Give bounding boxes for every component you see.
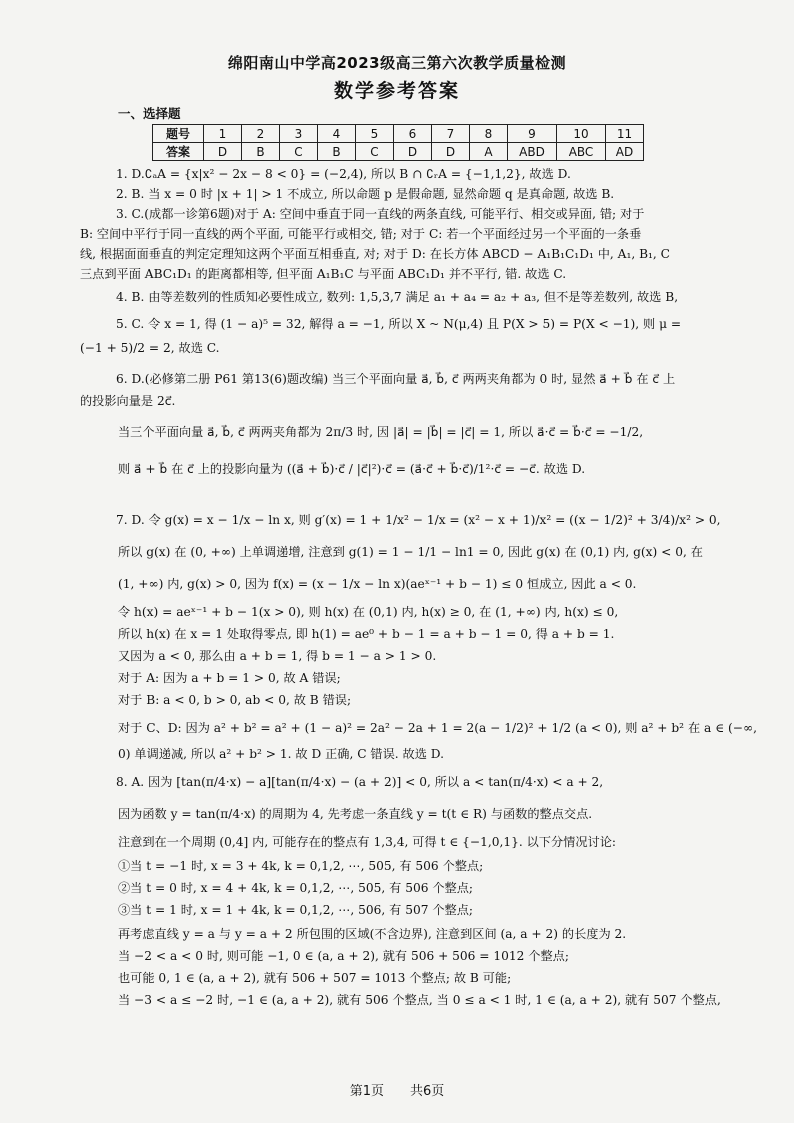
answer-line: 对于 C、D: 因为 a² + b² = a² + (1 − a)² = 2a² − 2a + 1 = 2(a − 1/2)² + 1/2 (a < 0), 则 a² + b² 在 a ∈ (−∞, [118,721,758,735]
exam-title: 绵阳南山中学高2023级高三第六次教学质量检测 [227,54,567,72]
answer-line: 线, 根据面面垂直的判定定理知这两个平面互相垂直, 对; 对于 D: 在长方体 ABCD − A₁B₁C₁D₁ 中, A₁, B₁, C [80,247,671,261]
answer-line: 0) 单调递减, 所以 a² + b² > 1. 故 D 正确, C 错误. 故选 D. [118,747,445,761]
answer-line: 6. D.(必修第二册 P61 第13(6)题改编) 当三个平面向量 a⃗, b⃗, c⃗ 两两夹角都为 0 时, 显然 a⃗ + b⃗ 在 c⃗ 上 [116,372,676,386]
table-cell: B [318,143,356,161]
answer-line: 因为函数 y = tan(π/4·x) 的周期为 4, 先考虑一条直线 y = t(t ∈ R) 与函数的整点交点. [118,807,593,821]
table-cell: 11 [606,125,644,143]
answer-line: B: 空间中平行于同一直线的两个平面, 可能平行或相交, 错; 对于 C: 若一个平面经过另一个平面的一条垂 [80,227,642,241]
table-cell: ABD [508,143,557,161]
table-cell: A [470,143,508,161]
table-cell: 题号 [153,125,204,143]
answer-line: 的投影向量是 2c⃗. [80,394,176,408]
table-cell: 3 [280,125,318,143]
table-cell: D [432,143,470,161]
answer-line: 三点到平面 ABC₁D₁ 的距离都相等, 但平面 A₁B₁C 与平面 ABC₁D₁ 并不平行, 错. 故选 C. [80,267,567,281]
answer-line: ③当 t = 1 时, x = 1 + 4k, k = 0,1,2, ⋯, 506, 有 507 个整点; [118,903,474,917]
table-row [153,143,644,161]
answer-line: 则 a⃗ + b⃗ 在 c⃗ 上的投影向量为 ((a⃗ + b⃗)·c⃗ / |c⃗|²)·c⃗ = (a⃗·c⃗ + b⃗·c⃗)/1²·c⃗ = −c⃗. 故选 D. [118,462,586,476]
answer-key-title: 数学参考答案 [333,80,460,102]
table-cell: 2 [242,125,280,143]
answer-line: 对于 B: a < 0, b > 0, ab < 0, 故 B 错误; [118,693,352,707]
answer-line: 5. C. 令 x = 1, 得 (1 − a)⁵ = 32, 解得 a = −1, 所以 X ~ N(μ,4) 且 P(X > 5) = P(X < −1), 则 μ = [116,317,682,331]
answer-line: ②当 t = 0 时, x = 4 + 4k, k = 0,1,2, ⋯, 505, 有 506 个整点; [118,881,474,895]
answer-line: 又因为 a < 0, 那么由 a + b = 1, 得 b = 1 − a > 1 > 0. [118,649,437,663]
table-cell: D [204,143,242,161]
table-cell: AD [606,143,644,161]
table-cell: 5 [356,125,394,143]
table-cell: 答案 [153,143,204,161]
answer-line: 注意到在一个周期 (0,4] 内, 可能存在的整点有 1,3,4, 可得 t ∈ {−1,0,1}. 以下分情况讨论: [118,835,617,849]
answer-line: 1. D.∁ₐA = {x|x² − 2x − 8 < 0} = (−2,4), 所以 B ∩ ∁ᵣA = {−1,1,2}, 故选 D. [116,167,571,181]
page-footer: 第1页 共6页 [349,1084,445,1099]
answer-line: 当 −3 < a ≤ −2 时, −1 ∈ (a, a + 2), 就有 506 个整点, 当 0 ≤ a < 1 时, 1 ∈ (a, a + 2), 就有 507 个整点, [118,993,721,1007]
answer-line: 所以 g(x) 在 (0, +∞) 上单调递增, 注意到 g(1) = 1 − 1/1 − ln1 = 0, 因此 g(x) 在 (0,1) 内, g(x) < 0, 在 [118,545,703,559]
answer-line: 令 h(x) = aeˣ⁻¹ + b − 1(x > 0), 则 h(x) 在 (0,1) 内, h(x) ≥ 0, 在 (1, +∞) 内, h(x) ≤ 0, [118,605,619,619]
table-cell: 7 [432,125,470,143]
table-cell: 8 [470,125,508,143]
answer-line: 当 −2 < a < 0 时, 则可能 −1, 0 ∈ (a, a + 2), 就有 506 + 506 = 1012 个整点; [118,949,569,963]
answer-line: (1, +∞) 内, g(x) > 0, 因为 f(x) = (x − 1/x − ln x)(aeˣ⁻¹ + b − 1) ≤ 0 恒成立, 因此 a < 0. [118,577,637,591]
answer-line: 2. B. 当 x = 0 时 |x + 1| > 1 不成立, 所以命题 p 是假命题, 显然命题 q 是真命题, 故选 B. [116,187,615,201]
answer-table [152,124,644,161]
answer-line: 对于 A: 因为 a + b = 1 > 0, 故 A 错误; [118,671,341,685]
table-cell: D [394,143,432,161]
table-cell: C [280,143,318,161]
table-cell: B [242,143,280,161]
table-cell: 4 [318,125,356,143]
answer-line: 所以 h(x) 在 x = 1 处取得零点, 即 h(1) = ae⁰ + b − 1 = a + b − 1 = 0, 得 a + b = 1. [118,627,615,641]
answer-line: 4. B. 由等差数列的性质知必要性成立, 数列: 1,5,3,7 满足 a₁ + a₄ = a₂ + a₃, 但不是等差数列, 故选 B, [116,290,679,304]
table-cell: 10 [557,125,606,143]
table-row [153,125,644,143]
answer-line: 3. C.(成都一诊第6题)对于 A: 空间中垂直于同一直线的两条直线, 可能平行、相交或异面, 错; 对于 [116,207,645,221]
answer-line: 8. A. 因为 [tan(π/4·x) − a][tan(π/4·x) − (a + 2)] < 0, 所以 a < tan(π/4·x) < a + 2, [116,775,604,789]
section-heading: 一、选择题 [118,106,181,121]
table-cell: 1 [204,125,242,143]
table-cell: 9 [508,125,557,143]
answer-line: (−1 + 5)/2 = 2, 故选 C. [80,341,220,355]
table-cell: ABC [557,143,606,161]
answer-line: 再考虑直线 y = a 与 y = a + 2 所包围的区域(不含边界), 注意到区间 (a, a + 2) 的长度为 2. [118,927,627,941]
table-cell: 6 [394,125,432,143]
answer-line: 7. D. 令 g(x) = x − 1/x − ln x, 则 g′(x) = 1 + 1/x² − 1/x = (x² − x + 1)/x² = ((x − 1/2)² + 3/4)/x² > 0, [116,513,721,527]
answer-line: ①当 t = −1 时, x = 3 + 4k, k = 0,1,2, ⋯, 505, 有 506 个整点; [118,859,484,873]
answer-line: 当三个平面向量 a⃗, b⃗, c⃗ 两两夹角都为 2π/3 时, 因 |a⃗| = |b⃗| = |c⃗| = 1, 所以 a⃗·c⃗ = b⃗·c⃗ = −1/2, [118,425,644,439]
table-cell: C [356,143,394,161]
answer-line: 也可能 0, 1 ∈ (a, a + 2), 就有 506 + 507 = 1013 个整点; 故 B 可能; [118,971,512,985]
